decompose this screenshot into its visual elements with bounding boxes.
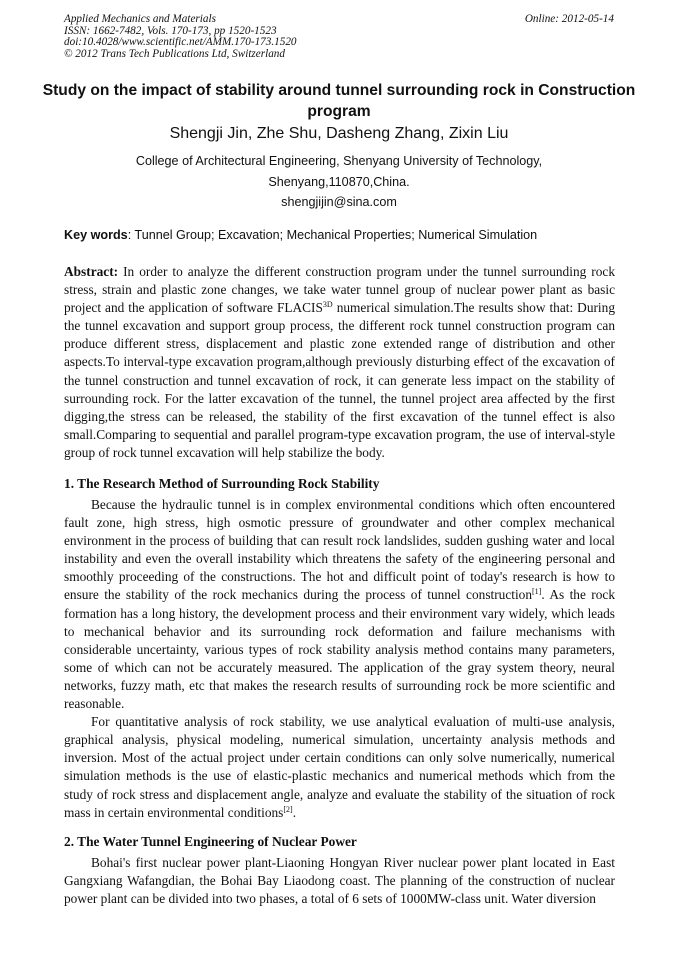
paragraph-text-cont: . bbox=[292, 804, 297, 820]
section-2-body bbox=[64, 854, 615, 908]
online-date: Online: 2012-05-14 bbox=[524, 13, 614, 25]
abstract-label: Abstract: bbox=[64, 264, 119, 279]
citation: [1] bbox=[532, 587, 542, 597]
abstract-text-cont: numerical simulation.The results show that: During the tunnel excavation and support group process, the different rock tunnel construction program can produce different stress, displacement and plastic zone extended range of distribution and other aspects.To interval-type excavation program,although previously disturbing effect of the excavation of the tunnel construction and tunnel excavation of rock, it can generate less impact on the stability of surrounding rock. For the latter excavation of the tunnel, the tunnel project area affected by the first digging,the stress can be released, the stability of the first excavation of the tunnel effect is also small.Comparing to sequential and parallel program-type excavation program, the use of interval-style group of rock tunnel excavation will help stabilize the body. bbox=[64, 300, 615, 460]
superscript: 3D bbox=[322, 300, 333, 310]
keywords bbox=[64, 228, 624, 242]
author-email: shengjijin@sina.com bbox=[281, 195, 397, 209]
doi: doi:10.4028/www.scientific.net/AMM.170-173.1520 bbox=[64, 36, 297, 49]
paragraph-text: Because the hydraulic tunnel is in complex environmental conditions which often encountered fault zone, high stress, high osmotic pressure of groundwater and other complex mechanical environment in the process of building that can result rock landslides, sudden gushing water and local instability and even the overall instability which threatens the safety of the engineering personal and smoothly proceeding of the constructions. The hot and difficult point of today's research is how to ensure the stability of the rock mechanics during the process of tunnel construction bbox=[64, 497, 615, 603]
journal-header bbox=[64, 14, 614, 60]
paragraph-text-cont: . As the rock formation has a long history, the development process and their environment vary widely, which leads to mechanical behavior and its surrounding rock deformation and failure mechanisms with considerable uncertainty, various types of rock stability analysis method contains many parameters, some of which can not be accurately measured. The application of the gray system theory, neural networks, fuzzy math, etc that makes the research results of surrounding rock be more scientific and reasonable. bbox=[64, 587, 615, 712]
journal-name: Applied Mechanics and Materials bbox=[64, 13, 216, 25]
abstract bbox=[64, 263, 615, 462]
affiliation bbox=[0, 151, 678, 192]
affiliation-line-1: College of Architectural Engineering, Shenyang University of Technology, bbox=[135, 154, 543, 168]
section-1-body bbox=[64, 496, 615, 822]
copyright: © 2012 Trans Tech Publications Ltd, Switzerland bbox=[64, 47, 285, 60]
paragraph bbox=[64, 496, 615, 713]
paper-title: Study on the impact of stability around tunnel surrounding rock in Construction program bbox=[42, 82, 636, 120]
affiliation-line-2: Shenyang,110870,China. bbox=[268, 174, 410, 189]
paragraph: Bohai's first nuclear power plant-Liaoning Hongyan River nuclear power plant located in East Gangxiang Wafangdian, the Bohai Bay Liaodong coast. The planning of the construction of nuclear power plant can be divided into two phases, a total of 6 sets of 1000MW-class unit. Water diversion bbox=[64, 855, 615, 907]
paragraph-text: For quantitative analysis of rock stability, we use analytical evaluation of multi-use analysis, graphical analysis, physical modeling, numerical simulation, uncertainty analysis methods and inversion. Most of the actual project under certain conditions can only solve numerically, numerical simulation methods is the use of elastic-plastic mechanics and numerical methods which from the study of rock stress and displacement angle, analyze and evaluate the stability of the situation of rock mass in certain environmental conditions bbox=[64, 714, 615, 820]
keywords-label: Key words bbox=[64, 228, 128, 242]
paragraph bbox=[64, 713, 615, 822]
authors: Shengji Jin, Zhe Shu, Dasheng Zhang, Zixin Liu bbox=[169, 125, 509, 142]
section-1-heading: 1. The Research Method of Surrounding Rock Stability bbox=[64, 476, 380, 491]
abstract-text: In order to analyze the different construction program under the tunnel surrounding rock stress, strain and plastic zone changes, we take water tunnel group of nuclear power plant as basic project and the application of software FLACIS bbox=[64, 264, 615, 316]
keywords-text: : Tunnel Group; Excavation; Mechanical Properties; Numerical Simulation bbox=[127, 228, 538, 242]
issn: ISSN: 1662-7482, Vols. 170-173, pp 1520-1523 bbox=[64, 24, 277, 37]
citation: [2] bbox=[283, 804, 293, 814]
section-2-heading: 2. The Water Tunnel Engineering of Nuclear Power bbox=[64, 834, 357, 849]
